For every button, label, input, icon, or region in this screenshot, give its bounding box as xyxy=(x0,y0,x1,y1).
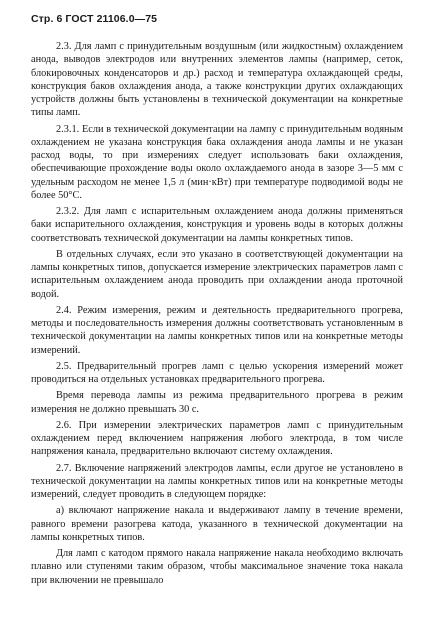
paragraph-direct-heating: Для ламп с катодом прямого накала напряжение накала необходимо включать плавно или ступенями таким образом, чтобы максимальное значение тока накала при включении не превышало xyxy=(31,548,403,586)
paragraph-2-7: 2.7. Включение напряжений электродов лампы, если другое не установлено в технической документации на лампы конкретных типов или на конкретные методы измерений, следует проводить в следующем порядке: xyxy=(31,462,403,500)
paragraph-2-3-1: 2.3.1. Если в технической документации на лампу с принудительным водяным охлаждением не указана конструкция бака охлаждения анода лампы и не указан расход воды, то при измерениях следует использовать баки охлаждения, обеспечивающие прохождение воды около охлаждаемого анода в зазоре 3—5 мм с удельным расходом не менее 1,5 л (мин·кВт) при температуре подводимой воды не более 50°С. xyxy=(31,123,403,201)
paragraph-transfer-time: Время перевода лампы из режима предварительного прогрева в режим измерения не должно превышать 30 с. xyxy=(31,390,403,415)
paragraph-2-4: 2.4. Режим измерения, режим и деятельность предварительного прогрева, методы и последовательность измерения должны соответствовать установленным в технической документации на лампы конкретных типов или на конкретные методы измерений. xyxy=(31,304,403,356)
page-header: Стр. 6 ГОСТ 21106.0—75 xyxy=(31,13,158,25)
paragraph-evaporative-exception: В отдельных случаях, если это указано в соответствующей документации на лампы конкретных типов, допускается измерение электрических параметров ламп с испарительным охлаждением анода проводить при охлаждении анода проточной водой. xyxy=(31,248,403,300)
paragraph-2-3: 2.3. Для ламп с принудительным воздушным (или жидкостным) охлаждением анода, выводов электродов или внутренних элементов лампы (например, сеток, блокировочных конденсаторов и др.) расход и температура охлаждающей среды, конструкция баков охлаждения анода, а также конструкции других охлаждающих устройств должны быть установлены в технической документации на конкретные типы ламп. xyxy=(31,41,403,119)
paragraph-2-6: 2.6. При измерении электрических параметров ламп с принудительным охлаждением перед включением напряжения любого электрода, в том числе напряжения канала, предварительно включают систему охлаждения. xyxy=(31,419,403,458)
paragraph-2-3-2: 2.3.2. Для ламп с испарительным охлаждением анода должны применяться баки испарительного охлаждения, конструкция и уровень воды в которых должны соответствовать технической документации на лампы конкретных типов. xyxy=(31,206,403,244)
paragraph-2-5: 2.5. Предварительный прогрев ламп с целью ускорения измерений может проводиться на отдельных установках предварительного прогрева. xyxy=(31,360,403,385)
document-body xyxy=(31,40,403,590)
list-item-a: а) включают напряжение накала и выдерживают лампу в течение времени, равного времени разогрева катода, указанного в технической документации на лампы конкретных типов. xyxy=(31,505,403,543)
